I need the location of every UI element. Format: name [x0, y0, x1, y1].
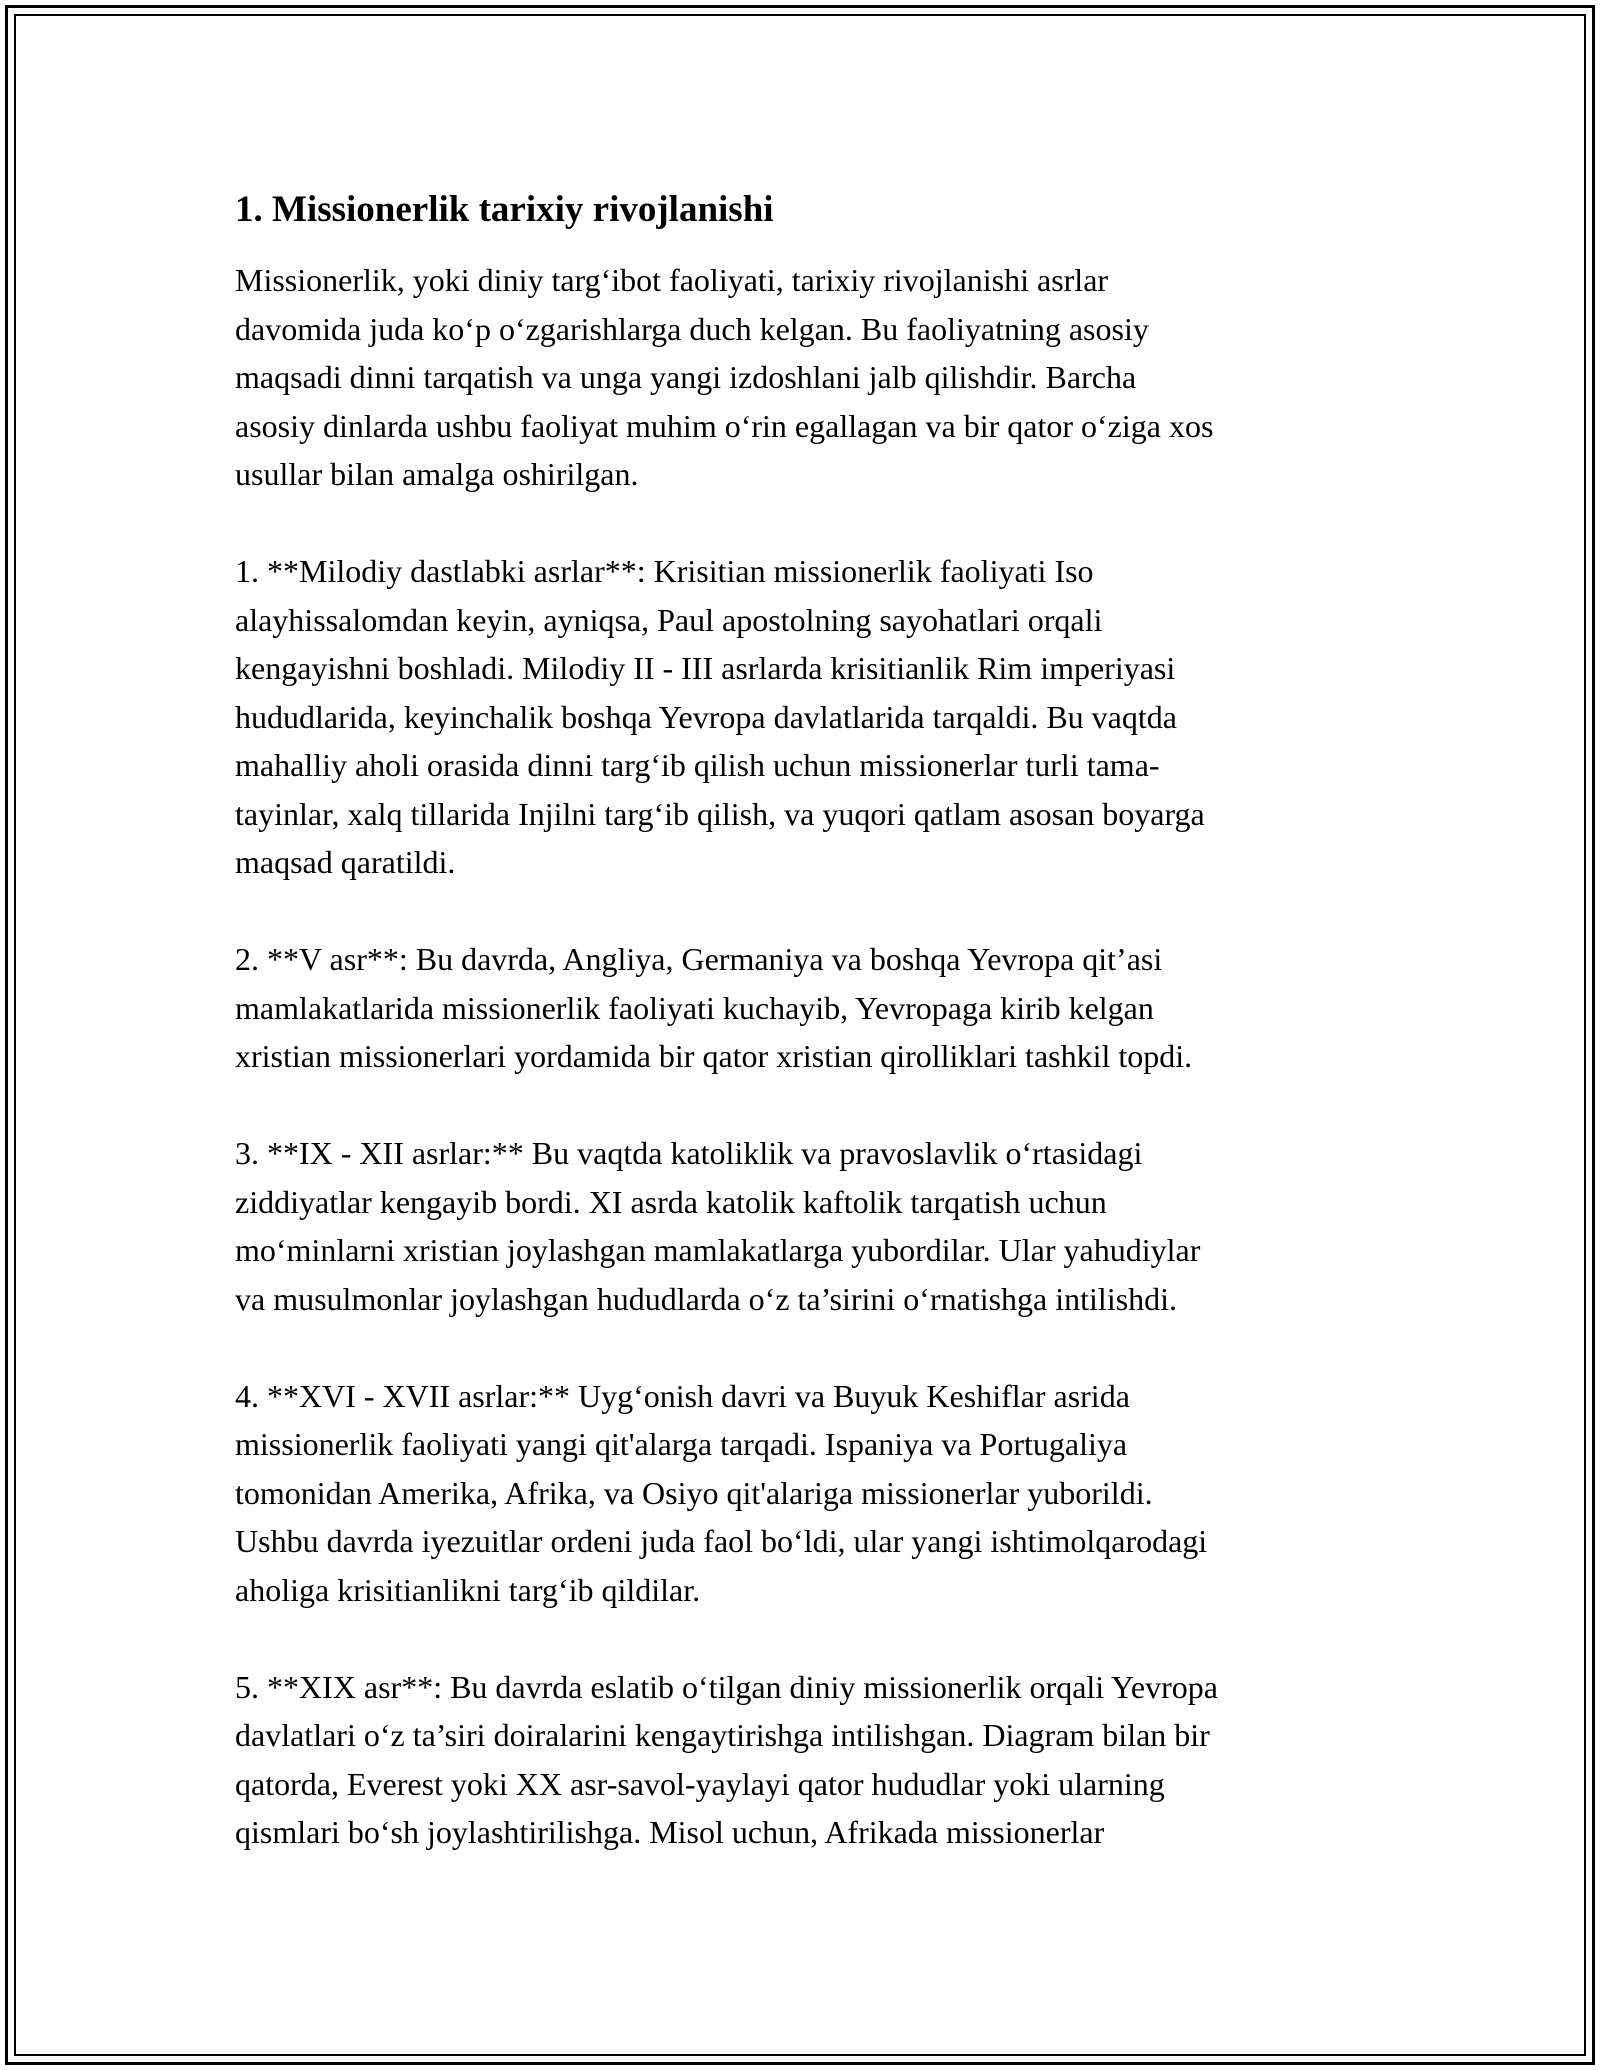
paragraph-list [235, 256, 1415, 1857]
text-line: Ushbu davrda iyezuitlar ordeni juda faol bo‘ldi, ular yangi ishtimolqarodagi [235, 1523, 1208, 1559]
paragraph [235, 1129, 1415, 1323]
text-line: Missionerlik, yoki diniy targ‘ibot faoliyati, tarixiy rivojlanishi asrlar [235, 262, 1109, 298]
text-line: xristian missionerlari yordamida bir qator xristian qirolliklari tashkil topdi. [235, 1038, 1193, 1074]
text-line: tomonidan Amerika, Afrika, va Osiyo qit'alariga missionerlar yuborildi. [235, 1474, 1153, 1511]
paragraph [235, 256, 1415, 499]
text-line: missionerlik faoliyati yangi qit'alarga tarqadi. Ispaniya va Portugaliya [235, 1426, 1128, 1462]
text-line: 4. **XVI - XVII asrlar:** Uyg‘onish davri va Buyuk Keshiflar asrida [235, 1377, 1130, 1414]
paragraph [235, 1372, 1415, 1615]
text-line: alayhissalomdan keyin, ayniqsa, Paul apostolning sayohatlari orqali [235, 601, 1103, 638]
text-line: maqsadi dinni tarqatish va unga yangi izdoshlani jalb qilishdir. Barcha [235, 359, 1137, 395]
text-line: mamlakatlarida missionerlik faoliyati kuchayib, Yevropaga kirib kelgan [235, 989, 1154, 1026]
text-line: asosiy dinlarda ushbu faoliyat muhim o‘rin egallagan va bir qator o‘ziga xos [235, 407, 1214, 444]
text-line: 1. **Milodiy dastlabki asrlar**: Krisitian missionerlik faoliyati Iso [235, 553, 1094, 589]
text-line: davlatlari o‘z ta’siri doiralarini kengaytirishga intilishgan. Diagram bilan bir [235, 1717, 1210, 1753]
text-line: mo‘minlarni xristian joylashgan mamlakatlarga yubordilar. Ular yahudiylar [235, 1232, 1201, 1268]
text-line: hududlarida, keyinchalik boshqa Yevropa davlatlarida tarqaldi. Bu vaqtda [235, 698, 1177, 735]
text-line: aholiga krisitianlikni targ‘ib qildilar. [235, 1571, 701, 1608]
text-line: mahalliy aholi orasida dinni targ‘ib qilish uchun missionerlar turli tama- [235, 747, 1160, 783]
text-line: 3. **IX - XII asrlar:** Bu vaqtda katoliklik va pravoslavlik o‘rtasidagi [235, 1135, 1143, 1171]
text-line: usullar bilan amalga oshirilgan. [235, 456, 639, 492]
document-body [235, 186, 1415, 1905]
text-line: 2. **V asr**: Bu davrda, Angliya, Germaniya va boshqa Yevropa qit’asi [235, 941, 1163, 977]
text-line: qatorda, Everest yoki XX asr-savol-yaylayi qator hududlar yoki ularning [235, 1765, 1165, 1802]
text-line: 5. **XIX asr**: Bu davrda eslatib o‘tilgan diniy missionerlik orqali Yevropa [235, 1668, 1218, 1705]
text-line: va musulmonlar joylashgan hududlarda o‘z ta’sirini o‘rnatishga intilishdi. [235, 1280, 1178, 1317]
text-line: tayinlar, xalq tillarida Injilni targ‘ib qilish, va yuqori qatlam asosan boyarga [235, 795, 1205, 832]
paragraph [235, 547, 1415, 887]
text-line: ziddiyatlar kengayib bordi. XI asrda katolik kaftolik tarqatish uchun [235, 1183, 1107, 1220]
paragraph [235, 1663, 1415, 1857]
text-line: kengayishni boshladi. Milodiy II - III asrlarda krisitianlik Rim imperiyasi [235, 650, 1176, 686]
text-line: maqsad qaratildi. [235, 844, 456, 880]
text-line: qismlari bo‘sh joylashtirilishga. Misol uchun, Afrikada missionerlar [235, 1814, 1105, 1850]
text-line: davomida juda ko‘p o‘zgarishlarga duch kelgan. Bu faoliyatning asosiy [235, 310, 1149, 347]
section-heading: 1. Missionerlik tarixiy rivojlanishi [235, 189, 774, 230]
paragraph [235, 935, 1415, 1081]
